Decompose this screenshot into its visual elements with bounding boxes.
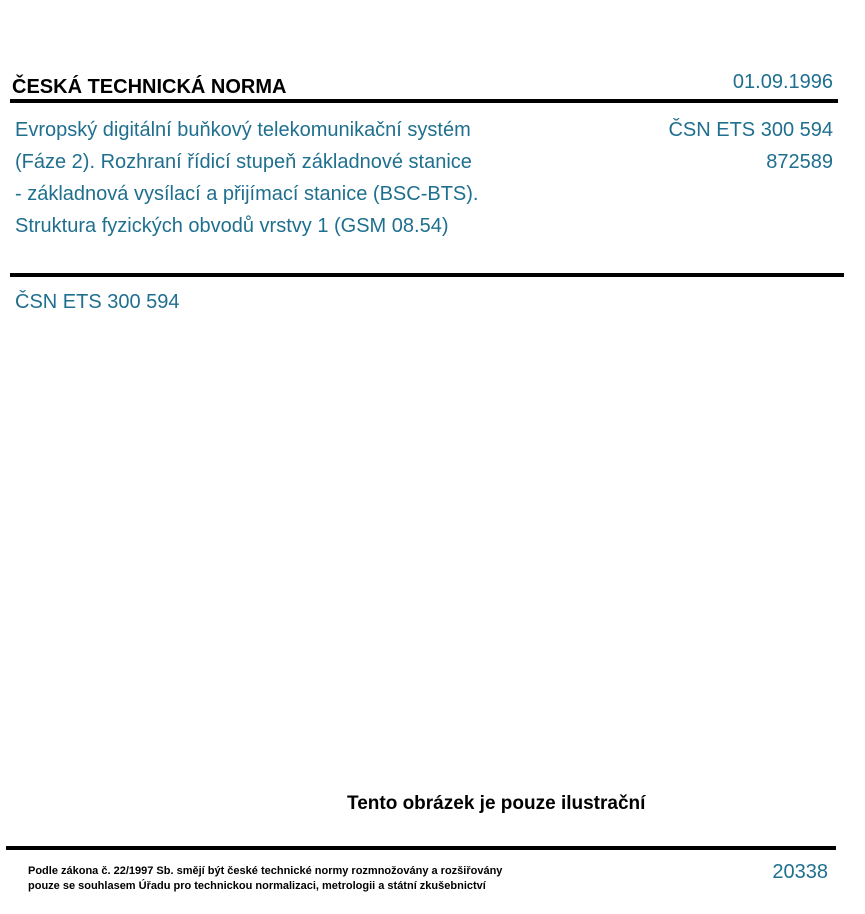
legal-notice-line: Podle zákona č. 22/1997 Sb. smějí být české technické normy rozmnožovány a rozšiřovány	[28, 865, 503, 877]
standard-title-line: (Fáze 2). Rozhraní řídicí stupeň základnové stanice	[15, 151, 472, 173]
standard-designation: ČSN ETS 300 594	[668, 119, 833, 141]
document-code: 20338	[772, 861, 828, 883]
standard-title-line: - základnová vysílací a přijímací stanice (BSC-BTS).	[15, 183, 479, 205]
illustration-note: Tento obrázek je pouze ilustrační	[347, 793, 646, 814]
class-number: 872589	[766, 151, 833, 173]
standard-title-line: Struktura fyzických obvodů vrstvy 1 (GSM 08.54)	[15, 215, 449, 237]
standard-designation-repeat: ČSN ETS 300 594	[15, 291, 180, 313]
top-divider	[10, 99, 838, 103]
standard-identifiers	[668, 114, 833, 178]
middle-divider	[10, 273, 844, 277]
legal-notice-line: pouze se souhlasem Úřadu pro technickou normalizaci, metrologii a státní zkušebnictví	[28, 880, 486, 892]
bottom-divider	[6, 846, 836, 850]
standard-title	[15, 114, 575, 242]
issue-date: 01.09.1996	[732, 71, 833, 93]
legal-notice	[28, 864, 502, 894]
norm-heading: ČESKÁ TECHNICKÁ NORMA	[12, 76, 287, 98]
standard-title-line: Evropský digitální buňkový telekomunikační systém	[15, 119, 471, 141]
